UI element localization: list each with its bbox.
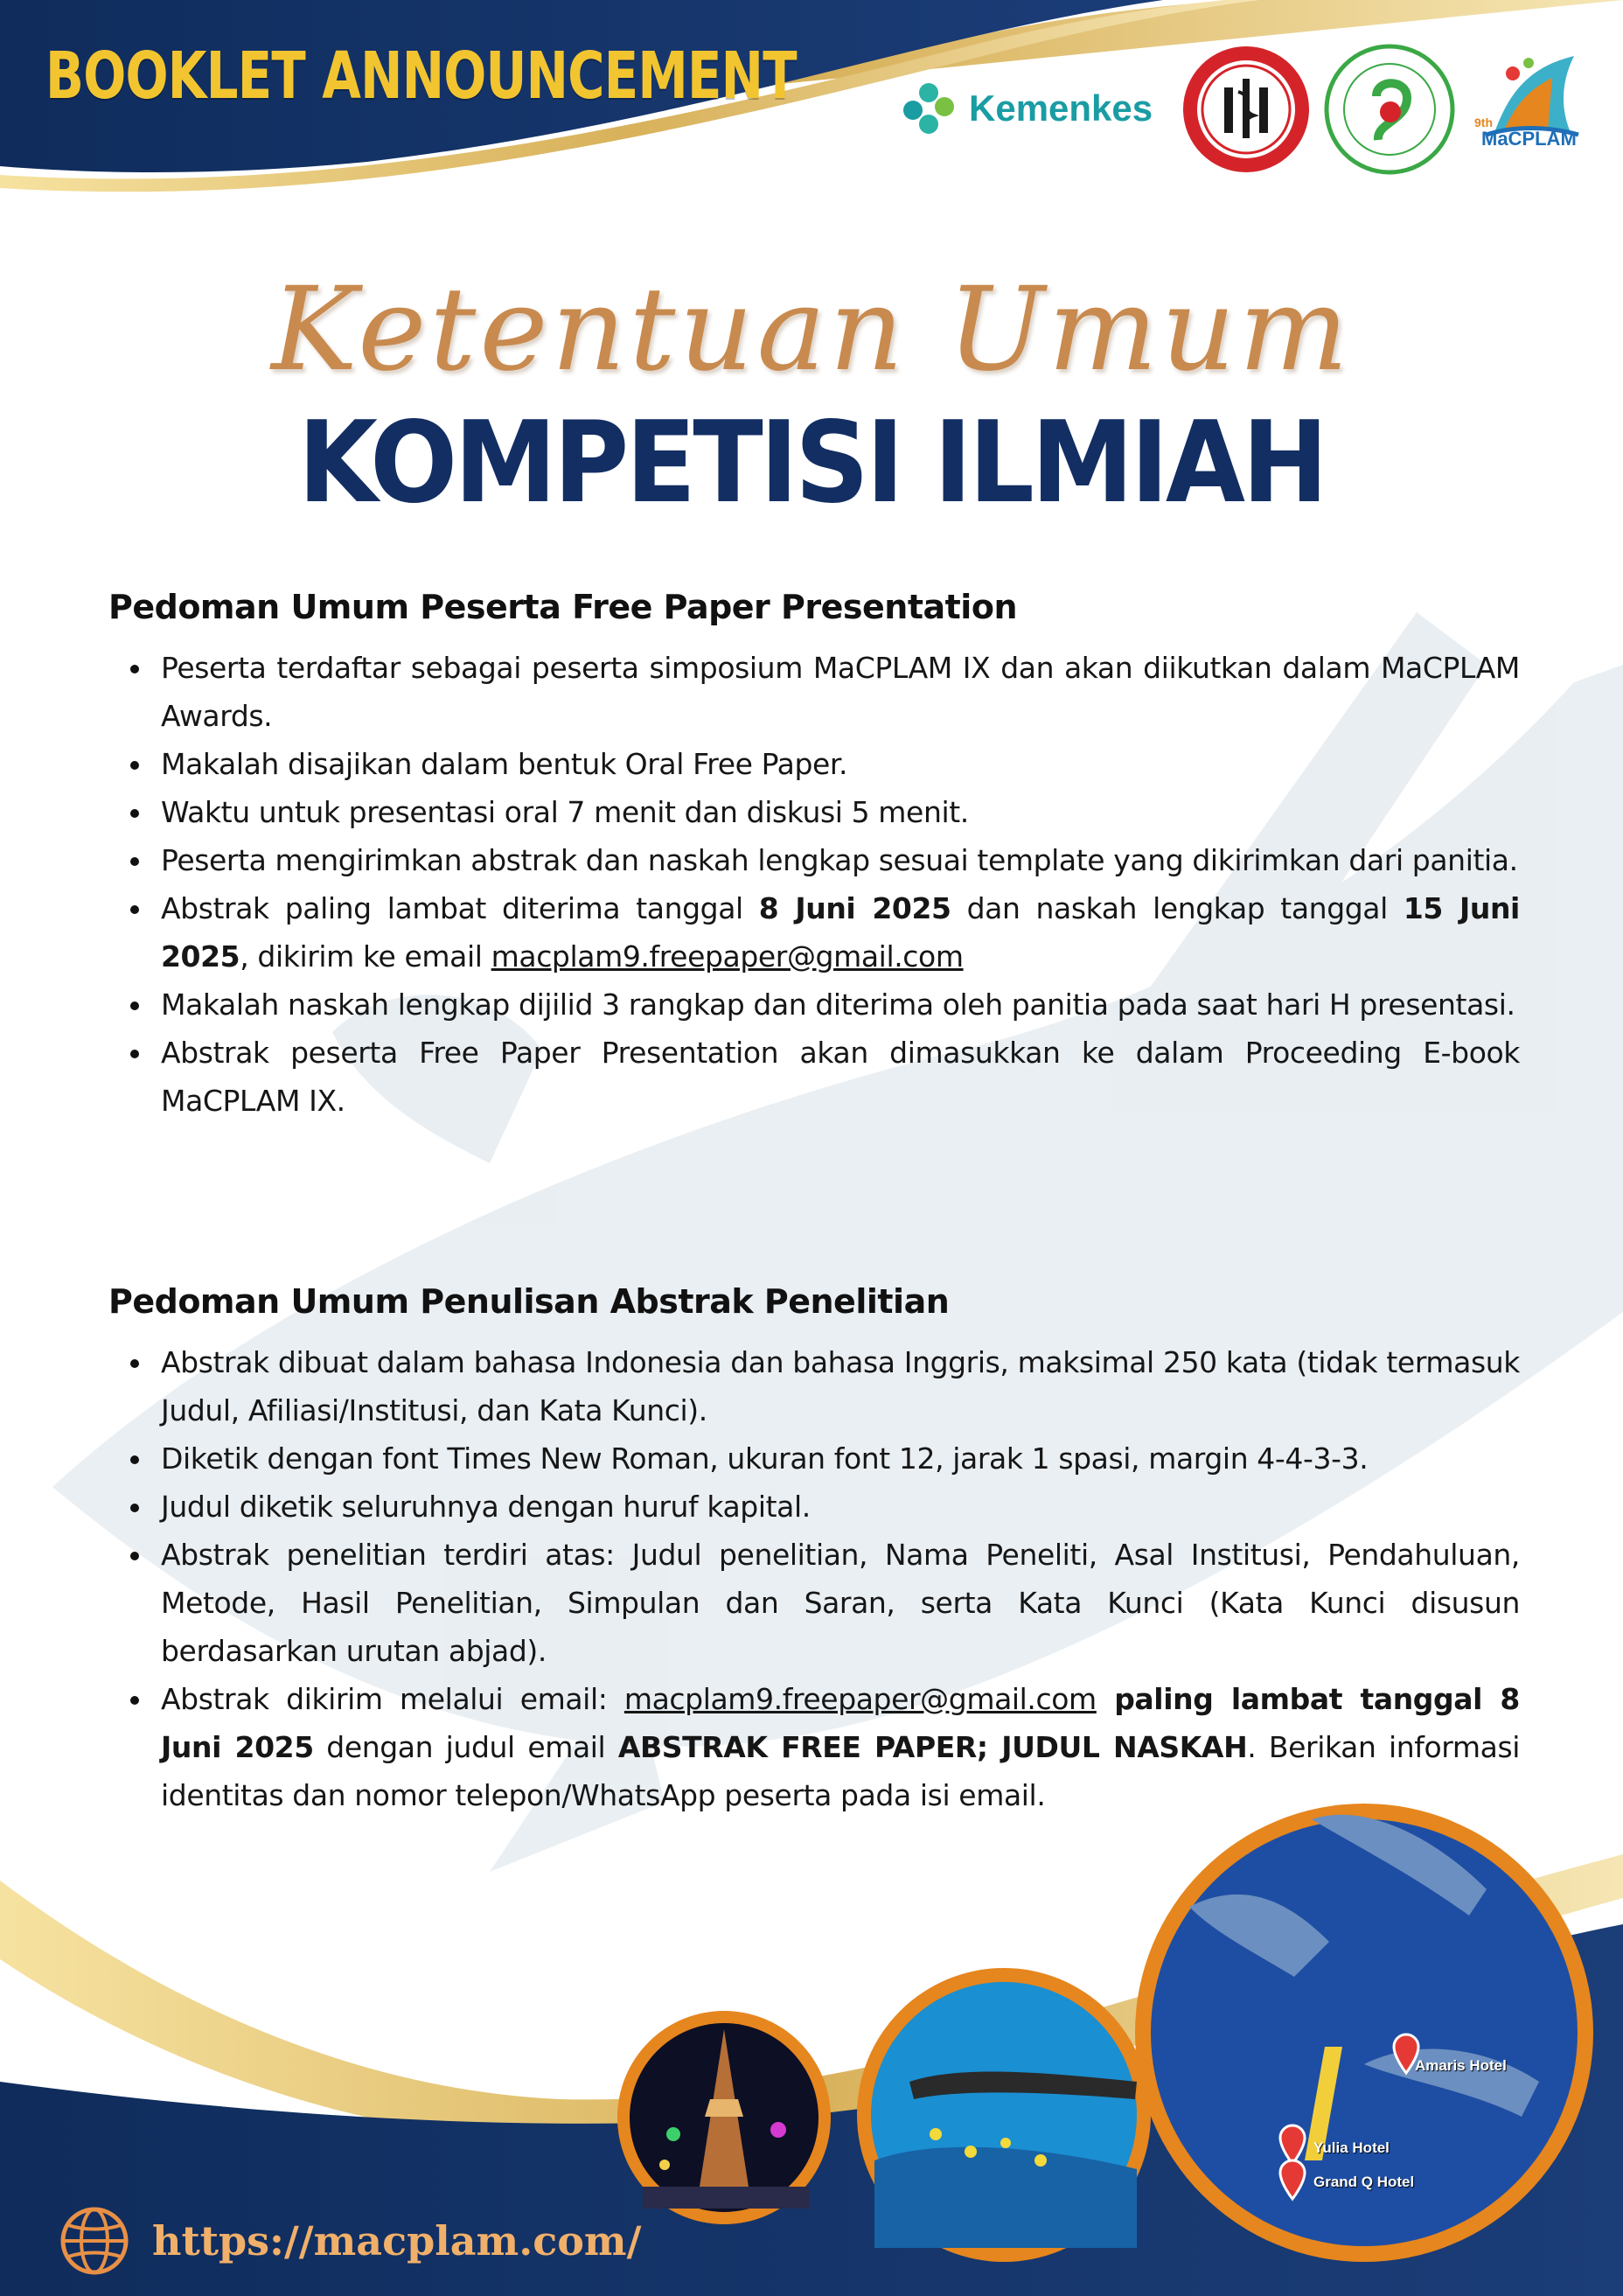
page-title: KOMPETISI ILMIAH: [297, 398, 1326, 528]
photo-eiffel-tower-night: [617, 2011, 831, 2224]
list-item: Abstrak peserta Free Paper Presentation akan dimasukkan ke dalam Proceeding E-book MaCPLAM IX.: [108, 1029, 1520, 1125]
list-item: Judul diketik seluruhnya dengan huruf kapital.: [108, 1483, 1520, 1531]
section-heading: Pedoman Umum Penulisan Abstrak Penelitian: [108, 1282, 950, 1321]
photo-snorkeling: [857, 1968, 1151, 2262]
list-item: Abstrak dikirim melalui email: macplam9.freepaper@gmail.com paling lambat tanggal 8 Juni 2025 dengan judul email ABSTRAK FREE PAPER; JUDUL NASKAH. Berikan informasi identitas dan nomor telepon/WhatsApp peserta pada isi email.: [108, 1675, 1520, 1819]
macplam-badge: 9th: [1474, 115, 1493, 129]
script-subtitle: Ketentuan Umum: [271, 262, 1352, 397]
email-link[interactable]: macplam9.freepaper@gmail.com: [623, 1682, 1097, 1716]
list-item: Waktu untuk presentasi oral 7 menit dan diskusi 5 menit.: [108, 788, 1520, 836]
hotel-label-yulia: Yulia Hotel: [1313, 2139, 1390, 2156]
list-item: Makalah naskah lengkap dijilid 3 rangkap dan diterima oleh panitia pada saat hari H presentasi.: [108, 981, 1520, 1029]
email-subject-format: ABSTRAK FREE PAPER; JUDUL NASKAH: [617, 1730, 1248, 1764]
website-url[interactable]: https://macplam.com/: [152, 2217, 642, 2265]
bullet-list: [108, 644, 1520, 1125]
kemenkes-label: Kemenkes: [969, 87, 1153, 129]
abstract-deadline: 8 Juni 2025: [758, 891, 951, 925]
macplam-label: MaCPLAM: [1481, 128, 1577, 150]
section-free-paper: [108, 588, 1520, 1125]
section-abstract-writing: [108, 1282, 1520, 1819]
section-heading: Pedoman Umum Peserta Free Paper Presentation: [108, 588, 1017, 626]
list-item: Makalah disajikan dalam bentuk Oral Free Paper.: [108, 740, 1520, 788]
hotel-label-grand-q: Grand Q Hotel: [1313, 2174, 1415, 2190]
list-item: Abstrak dibuat dalam bahasa Indonesia dan bahasa Inggris, maksimal 250 kata (tidak termasuk Judul, Afiliasi/Institusi, dan Kata Kunci).: [108, 1338, 1520, 1434]
booklet-announcement-label: BOOKLET ANNOUNCEMENT: [45, 38, 797, 114]
list-item: Peserta mengirimkan abstrak dan naskah lengkap sesuai template yang dikirimkan dari panitia.: [108, 836, 1520, 884]
globe-icon: [58, 2204, 131, 2278]
list-item: Abstrak penelitian terdiri atas: Judul penelitian, Nama Peneliti, Asal Institusi, Pendahuluan, Metode, Hasil Penelitian, Simpulan dan Saran, serta Kata Kunci (Kata Kunci disusun berdasarkan urutan abjad).: [108, 1531, 1520, 1675]
macplam-logo: [1474, 47, 1583, 170]
kemenkes-icon: [901, 80, 957, 136]
sponsor-logos: [892, 35, 1592, 184]
hotel-label-amaris: Amaris Hotel: [1415, 2057, 1507, 2074]
bullet-list: [108, 1338, 1520, 1819]
email-link[interactable]: macplam9.freepaper@gmail.com: [491, 939, 964, 974]
idi-logo: [1181, 44, 1312, 175]
kemenkes-logo: [901, 80, 1153, 136]
manuscript-deadline: 15 Juni 2025: [161, 891, 1520, 974]
website-link-row[interactable]: [58, 2204, 641, 2278]
list-item: Abstrak paling lambat diterima tanggal 8 Juni 2025 dan naskah lengkap tanggal 15 Juni 2025, dikirim ke email macplam9.freepaper@gmail.com: [108, 884, 1520, 981]
photo-whale-shark-map: [1135, 1804, 1593, 2262]
list-item: Diketik dengan font Times New Roman, ukuran font 12, jarak 1 spasi, margin 4-4-3-3.: [108, 1434, 1520, 1483]
pathology-association-logo: [1324, 44, 1455, 175]
list-item: Peserta terdaftar sebagai peserta simposium MaCPLAM IX dan akan diikutkan dalam MaCPLAM Awards.: [108, 644, 1520, 740]
